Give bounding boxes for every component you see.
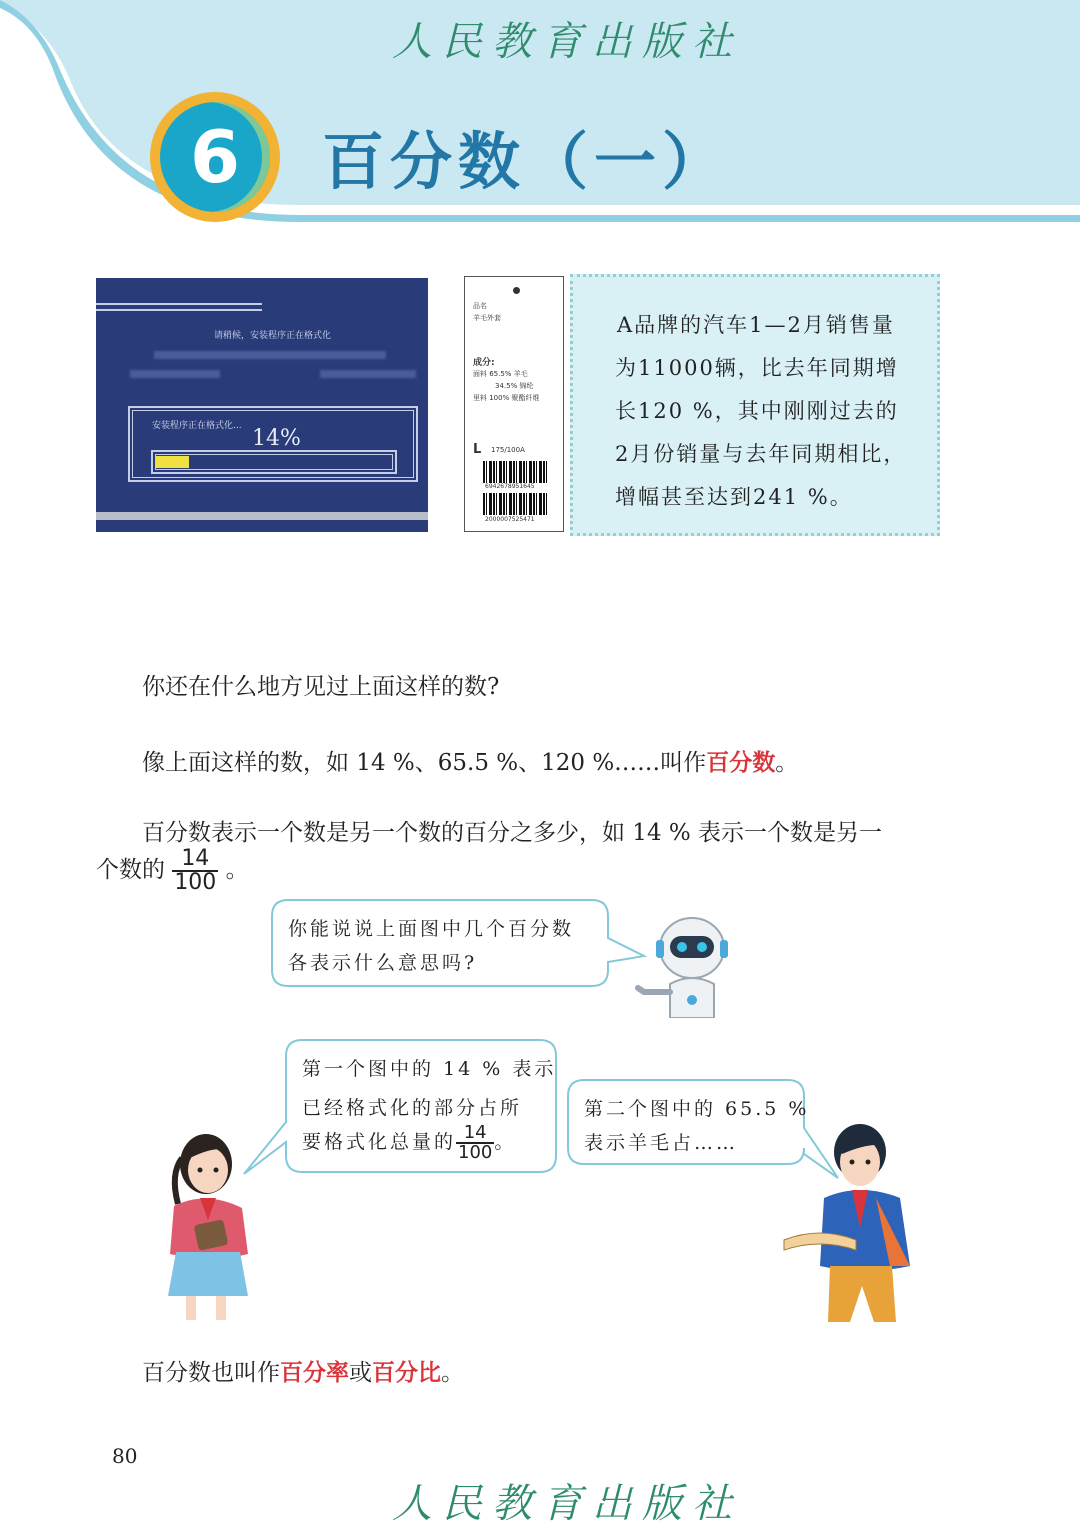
girl-fraction [456,1124,494,1162]
news-line: 2月份销量与去年同期相比， [615,442,907,466]
clothing-tag-image [464,276,564,532]
tag-lining: 里料 100% 聚酯纤维 [473,394,540,402]
alias-mid: 或 [349,1360,372,1386]
meaning-suffix: 。 [225,857,249,883]
publisher-logo-bottom: 人民教育出版社 [392,1481,742,1527]
chapter-number-badge: 6 [150,92,280,222]
question-text: 你还在什么地方见过上面这样的数? [142,674,500,700]
barcode-number: 2000007525471 [485,516,535,523]
girl-bubble-line: 已经格式化的部分占所 [302,1097,523,1119]
boy-bubble-line: 第二个图中的 65.5 % [584,1098,810,1120]
tag-size: L [473,442,482,457]
boy-bubble-line: 表示羊毛占…… [584,1132,739,1154]
blurred-text-line [130,370,220,378]
barcode-icon [483,461,549,483]
girl-bubble-suffix: 。 [494,1131,517,1153]
definition-text [142,744,798,777]
meaning-line-2 [96,848,249,894]
meaning-line-1: 百分数表示一个数是另一个数的百分之多少，如 14 % 表示一个数是另一 [142,820,883,846]
tag-fabric: 面料 65.5% 羊毛 [473,370,528,378]
definition-suffix: 。 [775,750,799,776]
tag-fabric2: 34.5% 锦纶 [495,382,534,390]
boy-illustration [780,1116,920,1322]
news-line: 增幅甚至达到241 %。 [615,485,853,509]
install-box-label: 安装程序正在格式化... [152,421,242,431]
alias-prefix: 百分数也叫作 [142,1360,280,1386]
tag-line: 羊毛外套 [473,314,501,322]
girl-fraction-denominator: 100 [458,1142,493,1163]
alias-suffix: 。 [441,1360,464,1386]
robot-bubble-line: 各表示什么意思吗? [288,952,478,974]
girl-fraction-numerator: 14 [456,1124,494,1144]
robot-bubble-line: 你能说说上面图中几个百分数 [288,918,575,940]
page-number: 80 [112,1444,138,1468]
fraction [172,848,218,894]
blurred-text-line [320,370,416,378]
news-line: 长120 %，其中刚刚过去的 [615,399,899,423]
barcode-number: 6942678951645 [485,483,535,490]
girl-illustration [150,1124,260,1324]
progress-bar-track-inner [155,454,393,470]
term-percent-ratio: 百分比 [372,1359,441,1386]
definition-prefix: 像上面这样的数，如 14 %、65.5 %、120 %……叫作 [142,750,707,776]
meaning-prefix: 个数的 [96,857,165,883]
progress-bar-fill [156,456,189,468]
girl-bubble-line-3 [302,1124,516,1162]
tag-hole-icon [513,287,520,294]
alias-text [142,1354,464,1387]
term-percent-rate: 百分率 [280,1359,349,1386]
news-box [570,274,940,536]
term-percent: 百分数 [706,749,776,776]
chapter-title: 百分数（一） [322,125,731,198]
robot-illustration [630,912,740,1018]
fraction-numerator: 14 [172,848,218,872]
robot-speech-bubble [270,898,650,990]
install-heading: 请稍候，安装程序正在格式化 [214,331,332,341]
install-percent-text: 14% [252,426,301,451]
news-line: 为11000辆，比去年同期增 [615,356,899,380]
girl-bubble-line: 第一个图中的 14 % 表示 [302,1058,557,1080]
tag-composition-title: 成分: [473,358,495,368]
girl-bubble-text: 要格式化总量的 [302,1131,457,1153]
barcode-icon [483,493,549,515]
blurred-text-line [154,351,386,359]
tag-size-code: 175/100A [491,446,525,454]
status-strip [96,512,428,520]
publisher-logo-top: 人民教育出版社 [392,19,742,65]
install-screen-image [96,278,428,532]
tag-line: 品名 [473,302,487,310]
fraction-denominator: 100 [174,870,217,895]
news-line: A品牌的汽车1—2月销售量 [617,313,895,337]
